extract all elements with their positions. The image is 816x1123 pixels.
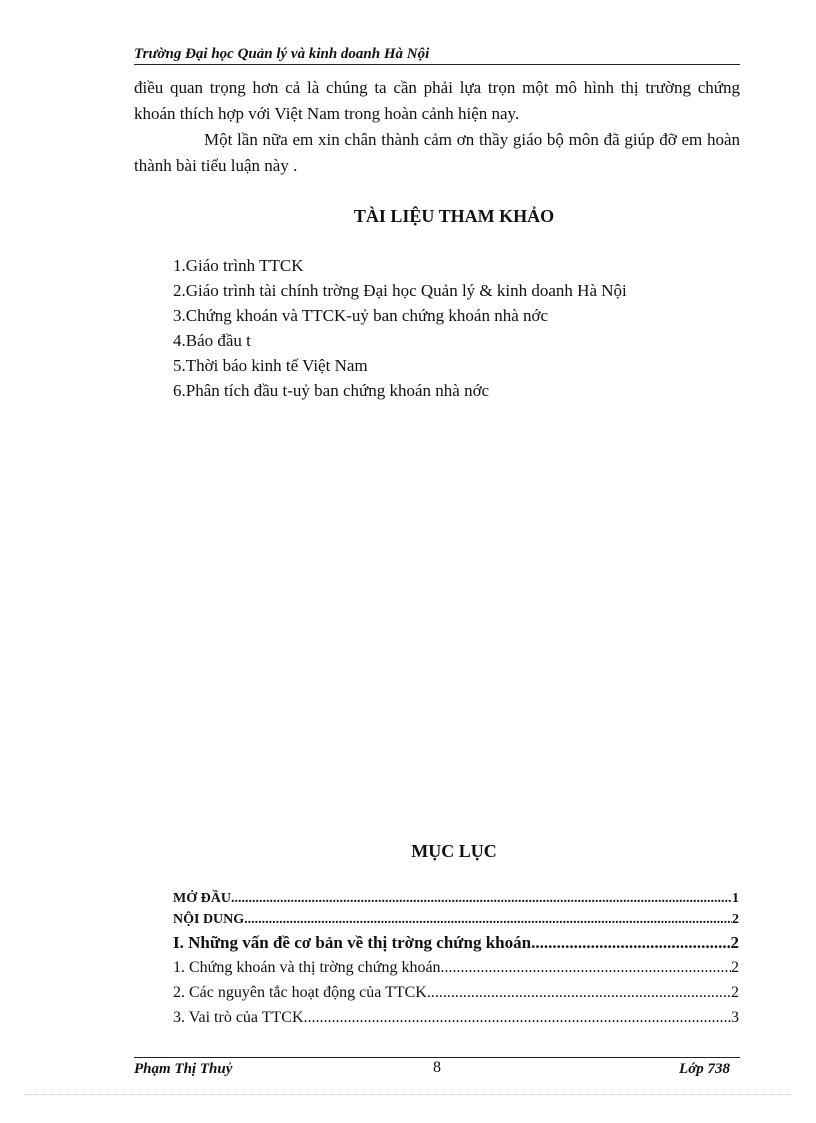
- toc-title: MỤC LỤC: [411, 841, 497, 861]
- reference-item: 2.Giáo trình tài chính trờng Đại học Quản lý & kinh doanh Hà Nội: [173, 281, 627, 300]
- reference-item: 1.Giáo trình TTCK: [173, 256, 304, 275]
- toc-entry: [173, 980, 739, 1005]
- footer-author: Phạm Thị Thuỷ: [134, 1061, 233, 1077]
- toc-leader-dots: [231, 888, 732, 909]
- body-paragraph: điều quan trọng hơn cả là chúng ta cần phải lựa trọn một mô hình thị trường chứng khoán thích hợp với Việt Nam trong hoàn cảnh hiện nay.: [134, 78, 740, 123]
- toc-entry-label: 1. Chứng khoán và thị trờng chứng khoán: [173, 959, 441, 976]
- body-paragraph: Một lần nữa em xin chân thành cảm ơn thầy giáo bộ môn đã giúp đỡ em hoàn thành bài tiểu luận này .: [134, 130, 740, 175]
- toc-entry: [173, 930, 739, 955]
- toc-leader-dots: [441, 955, 731, 980]
- toc-leader-dots: [427, 980, 731, 1005]
- references-list: [173, 253, 627, 403]
- toc-leader-dots: [244, 909, 732, 930]
- toc-entry-page: 2: [731, 984, 739, 1001]
- toc-entry: [173, 955, 739, 980]
- toc-entry-label: 2. Các nguyên tắc hoạt động của TTCK: [173, 984, 427, 1001]
- toc-entry-label: 3. Vai trò của TTCK: [173, 1009, 304, 1026]
- reference-item: 5.Thời báo kinh tế Việt Nam: [173, 356, 368, 375]
- toc-entry-label: MỞ ĐẦU: [173, 891, 231, 906]
- toc-entry-label: I. Những vấn đề cơ bản về thị trờng chứng khoán: [173, 933, 532, 952]
- table-of-contents: [173, 888, 739, 1030]
- toc-entry-label: NỘI DUNG: [173, 912, 245, 927]
- reference-item: 4.Báo đầu t: [173, 331, 251, 350]
- page-footer: [134, 1057, 740, 1080]
- page-number: 8: [433, 1059, 441, 1076]
- toc-leader-dots: [304, 1005, 732, 1030]
- toc-entry-page: 2: [731, 959, 739, 976]
- toc-entry-page: 2: [732, 912, 739, 927]
- toc-entry-page: 3: [731, 1009, 739, 1026]
- footer-class: Lớp 738: [679, 1061, 730, 1077]
- page-edge-divider: [24, 1094, 792, 1095]
- toc-leader-dots: [531, 930, 730, 955]
- toc-entry-page: 1: [732, 891, 739, 906]
- reference-item: 6.Phân tích đầu t-uỷ ban chứng khoán nhà nớc: [173, 381, 490, 400]
- toc-entry: [173, 1005, 739, 1030]
- running-title: Trường Đại học Quản lý và kinh doanh Hà Nội: [134, 46, 430, 62]
- toc-entry-page: 2: [730, 933, 739, 952]
- toc-entry: [173, 909, 739, 930]
- toc-entry: [173, 888, 739, 909]
- page-header: [134, 46, 740, 65]
- reference-item: 3.Chứng khoán và TTCK-uỷ ban chứng khoán nhà nớc: [173, 306, 549, 325]
- references-title: TÀI LIỆU THAM KHẢO: [353, 206, 555, 226]
